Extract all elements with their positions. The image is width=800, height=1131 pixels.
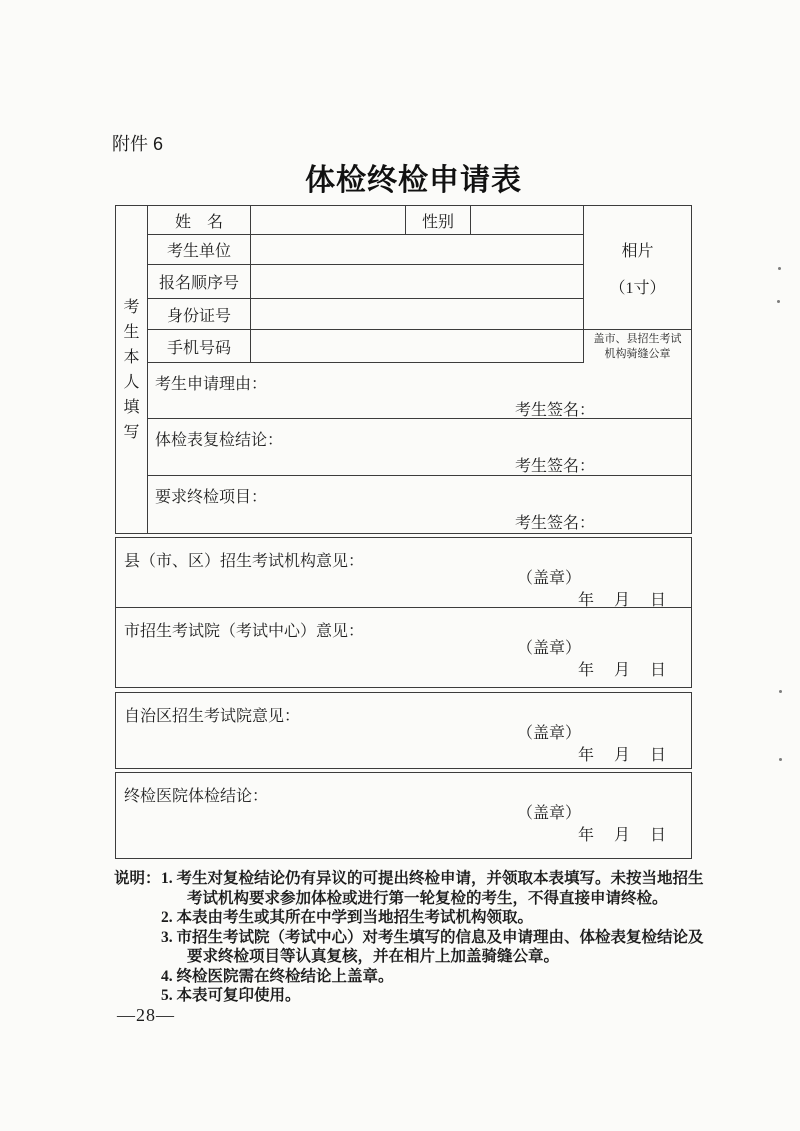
filler-column-label: 考生本人填写 bbox=[123, 298, 140, 441]
serial-row bbox=[148, 265, 583, 299]
region-opinion-label: 自治区招生考试院意见： bbox=[124, 708, 301, 725]
stamp-placeholder: （盖章） bbox=[517, 570, 582, 587]
hospital-conclusion-label: 终检医院体检结论： bbox=[124, 788, 269, 805]
final-check-items-label: 要求终检项目： bbox=[155, 489, 268, 506]
notes bbox=[114, 869, 718, 1006]
unit-label: 考生单位 bbox=[148, 235, 251, 264]
county-opinion-section bbox=[116, 538, 691, 608]
page-title: 体检终检申请表 bbox=[305, 164, 522, 197]
scan-artifact-dot bbox=[777, 300, 780, 303]
scan-artifact-dot bbox=[778, 267, 781, 270]
gender-value-cell bbox=[471, 206, 583, 234]
name-value-cell bbox=[251, 206, 406, 234]
note-item: 1. 考生对复检结论仍有异议的可提出终检申请，并领取本表填写。未按当地招生考试机构要求参加体检或进行第一轮复检的考生，不得直接申请终检。 bbox=[161, 870, 704, 907]
photo-box bbox=[584, 206, 691, 330]
serial-number-value-cell bbox=[251, 265, 583, 298]
phone-row bbox=[148, 330, 583, 363]
request-reason-label: 考生申请理由： bbox=[155, 376, 268, 393]
stamp-placeholder: （盖章） bbox=[517, 805, 582, 822]
note-item: 3. 市招生考试院（考试中心）对考生填写的信息及申请理由、体检表复检结论及要求终检项目等认真复核，并在相片上加盖骑缝公章。 bbox=[161, 928, 704, 965]
identity-fields bbox=[148, 206, 583, 363]
gender-label: 性别 bbox=[406, 206, 471, 234]
candidate-info-content bbox=[148, 206, 691, 533]
page-number: —28— bbox=[117, 1005, 175, 1025]
region-opinion-table bbox=[115, 692, 692, 769]
region-opinion-section bbox=[116, 693, 691, 768]
notes-list bbox=[161, 869, 718, 1006]
hospital-conclusion-section bbox=[116, 773, 691, 858]
seam-stamp-note: 盖市、县招生考试机构骑缝公章 bbox=[593, 332, 682, 360]
phone-label: 手机号码 bbox=[148, 330, 251, 362]
photo-column bbox=[583, 206, 691, 363]
candidate-signature-label: 考生签名： bbox=[515, 402, 596, 419]
unit-value-cell bbox=[251, 235, 583, 264]
candidate-info-table bbox=[115, 205, 692, 534]
note-item: 5. 本表可复印使用。 bbox=[161, 987, 301, 1004]
id-row bbox=[148, 299, 583, 330]
city-opinion-label: 市招生考试院（考试中心）意见： bbox=[124, 623, 365, 640]
id-number-value-cell bbox=[251, 299, 583, 329]
scan-artifact-dot bbox=[779, 758, 782, 761]
date-placeholder: 年 月 日 bbox=[577, 662, 668, 679]
stamp-placeholder: （盖章） bbox=[517, 725, 582, 742]
note-item: 4. 终检医院需在终检结论上盖章。 bbox=[161, 967, 394, 985]
phone-value-cell bbox=[251, 330, 583, 362]
recheck-conclusion-section bbox=[148, 419, 691, 476]
notes-prefix: 说明： bbox=[114, 870, 161, 887]
id-number-label: 身份证号 bbox=[148, 299, 251, 329]
date-placeholder: 年 月 日 bbox=[577, 592, 668, 609]
stamp-placeholder: （盖章） bbox=[517, 640, 582, 657]
county-opinion-label: 县（市、区）招生考试机构意见： bbox=[124, 553, 365, 570]
candidate-signature-label: 考生签名： bbox=[515, 515, 596, 532]
date-placeholder: 年 月 日 bbox=[577, 747, 668, 764]
filler-column bbox=[116, 206, 148, 533]
serial-number-label: 报名顺序号 bbox=[148, 265, 251, 298]
photo-size-label: （1寸） bbox=[609, 279, 666, 297]
name-row bbox=[148, 206, 583, 235]
city-opinion-section bbox=[116, 608, 691, 687]
recheck-conclusion-label: 体检表复检结论： bbox=[155, 432, 284, 449]
photo-label: 相片 bbox=[621, 242, 654, 260]
scan-artifact-dot bbox=[779, 690, 782, 693]
attachment-label: 附件 6 bbox=[112, 134, 164, 154]
date-placeholder: 年 月 日 bbox=[577, 827, 668, 844]
candidate-signature-label: 考生签名： bbox=[515, 458, 596, 475]
final-check-items-section bbox=[148, 476, 691, 533]
request-reason-section bbox=[148, 363, 691, 419]
county-city-opinion-table bbox=[115, 537, 692, 688]
hospital-conclusion-table bbox=[115, 772, 692, 859]
identity-grid bbox=[148, 206, 691, 363]
note-item: 2. 本表由考生或其所在中学到当地招生考试机构领取。 bbox=[161, 909, 534, 926]
name-label: 姓 名 bbox=[148, 206, 251, 234]
unit-row bbox=[148, 235, 583, 265]
